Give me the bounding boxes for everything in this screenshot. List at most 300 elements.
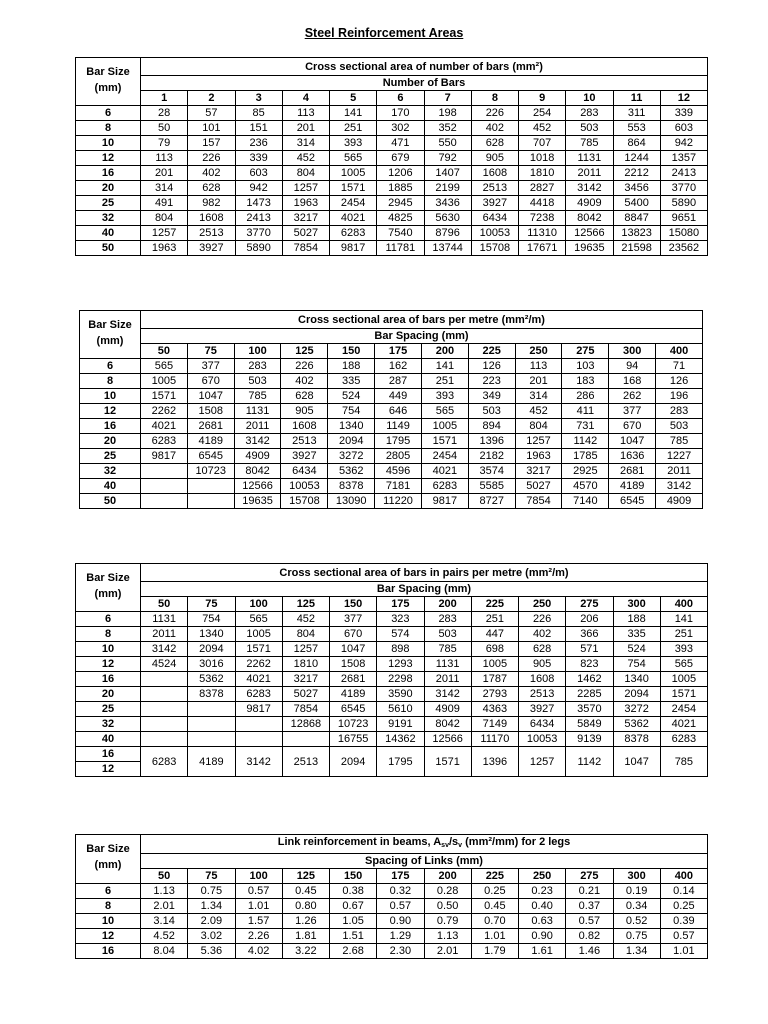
table-row	[76, 884, 708, 899]
column-header: 50	[141, 869, 188, 884]
table-cell: 2094	[330, 747, 377, 777]
table-cell: 12566	[234, 479, 281, 494]
table-cell: 2094	[613, 687, 660, 702]
table-row	[76, 702, 708, 717]
table-cell: 0.90	[377, 914, 424, 929]
table-cell: 201	[515, 374, 562, 389]
table-cell: 113	[282, 106, 329, 121]
column-header: 75	[188, 869, 235, 884]
table-row	[76, 642, 708, 657]
table-cell: 251	[660, 627, 707, 642]
table-cell: 2513	[188, 226, 235, 241]
table-cell: 170	[377, 106, 424, 121]
table-cell: 10723	[330, 717, 377, 732]
table-cell: 2262	[141, 404, 188, 419]
table-cell: 302	[377, 121, 424, 136]
column-header: 250	[519, 869, 566, 884]
table-cell: 1257	[282, 181, 329, 196]
column-header: 75	[187, 344, 234, 359]
table-cell: 3142	[656, 479, 703, 494]
table-cell: 10053	[281, 479, 328, 494]
table-cell: 5027	[282, 687, 329, 702]
table-cell: 6283	[141, 434, 188, 449]
table-cell: 2513	[519, 687, 566, 702]
table-cell: 402	[188, 166, 235, 181]
table-cell: 0.28	[424, 884, 471, 899]
column-header: 100	[235, 869, 282, 884]
table-cell: 942	[660, 136, 707, 151]
table-cell	[188, 702, 235, 717]
table-cell: 2805	[375, 449, 422, 464]
table-cell: 5362	[328, 464, 375, 479]
table-row	[76, 136, 708, 151]
table-cell: 646	[375, 404, 422, 419]
table-cell: 15708	[281, 494, 328, 509]
table-cell: 0.50	[424, 899, 471, 914]
row-label: 6	[76, 884, 141, 899]
table-cell: 0.25	[660, 899, 707, 914]
table-row	[80, 404, 703, 419]
table-cell: 1.29	[377, 929, 424, 944]
table-cell: 452	[282, 151, 329, 166]
table-cell: 5890	[660, 196, 707, 211]
table-cell: 503	[424, 627, 471, 642]
table-cell: 670	[609, 419, 656, 434]
row-label: 10	[76, 914, 141, 929]
table-cell	[141, 672, 188, 687]
table-cell: 402	[281, 374, 328, 389]
column-header: 200	[421, 344, 468, 359]
table-cell: 898	[377, 642, 424, 657]
table-cell: 503	[566, 121, 613, 136]
table-cell: 2.01	[424, 944, 471, 959]
column-header: 12	[660, 91, 707, 106]
table-cell: 1571	[421, 434, 468, 449]
table-cell: 377	[187, 359, 234, 374]
table-cell: 11310	[519, 226, 566, 241]
table-cell: 7854	[282, 702, 329, 717]
row-label: 20	[76, 687, 141, 702]
table-cell: 503	[234, 374, 281, 389]
table-cell: 1005	[330, 166, 377, 181]
column-header: 400	[660, 597, 707, 612]
column-header: 4	[282, 91, 329, 106]
table-cell: 2011	[424, 672, 471, 687]
table-cell: 4524	[141, 657, 188, 672]
table-cell: 1785	[562, 449, 609, 464]
table-cell: 4418	[519, 196, 566, 211]
table-cell: 491	[141, 196, 188, 211]
column-header: 250	[519, 597, 566, 612]
table-row	[80, 434, 703, 449]
row-label: 40	[76, 226, 141, 241]
table-cell: 2011	[566, 166, 613, 181]
table-cell: 6283	[421, 479, 468, 494]
table-cell: 314	[141, 181, 188, 196]
table-cell: 13090	[328, 494, 375, 509]
table-cell: 283	[656, 404, 703, 419]
table-cell: 349	[468, 389, 515, 404]
table-cell: 9817	[235, 702, 282, 717]
column-header: 100	[235, 597, 282, 612]
column-header: 9	[519, 91, 566, 106]
table-cell: 2925	[562, 464, 609, 479]
table-cell: 982	[188, 196, 235, 211]
table-cell: 5027	[282, 226, 329, 241]
column-header: 3	[235, 91, 282, 106]
table-cell: 565	[235, 612, 282, 627]
table-cell: 1047	[330, 642, 377, 657]
column-header: 1	[141, 91, 188, 106]
table-cell: 196	[656, 389, 703, 404]
table-bars-per-metre	[79, 310, 703, 509]
table-cell: 251	[421, 374, 468, 389]
table-cell: 141	[421, 359, 468, 374]
table-cell: 1.05	[330, 914, 377, 929]
column-header: 2	[188, 91, 235, 106]
table-cell: 0.45	[471, 899, 518, 914]
table-cell: 3142	[235, 747, 282, 777]
row-label: 8	[76, 899, 141, 914]
table-cell: 15708	[471, 241, 518, 256]
table-cell: 0.39	[660, 914, 707, 929]
table-cell: 2681	[330, 672, 377, 687]
table-cell: 5400	[613, 196, 660, 211]
table-cell: 2.01	[141, 899, 188, 914]
table-cell: 8042	[424, 717, 471, 732]
table-cell: 162	[375, 359, 422, 374]
table-cell: 7540	[377, 226, 424, 241]
column-header: 275	[562, 344, 609, 359]
table-cell: 10723	[187, 464, 234, 479]
table-cell: 183	[562, 374, 609, 389]
row-label: 8	[76, 627, 141, 642]
table-cell: 2513	[282, 747, 329, 777]
table-cell: 1795	[377, 747, 424, 777]
table-cell: 1131	[234, 404, 281, 419]
table-cell: 226	[188, 151, 235, 166]
table-cell: 565	[141, 359, 188, 374]
row-label: 16	[76, 747, 141, 762]
table-cell: 16755	[330, 732, 377, 747]
table-cell: 524	[328, 389, 375, 404]
column-header: 300	[609, 344, 656, 359]
row-label: 6	[76, 612, 141, 627]
table-cell: 503	[656, 419, 703, 434]
table-cell: 2454	[330, 196, 377, 211]
table-cell: 550	[424, 136, 471, 151]
table-cell: 0.14	[660, 884, 707, 899]
table-cell: 4596	[375, 464, 422, 479]
table-cell: 3927	[281, 449, 328, 464]
table-cell: 905	[519, 657, 566, 672]
table-cell: 4909	[424, 702, 471, 717]
table-cell: 905	[471, 151, 518, 166]
table-cell: 1810	[282, 657, 329, 672]
table-cell: 226	[471, 106, 518, 121]
table-cell: 785	[660, 747, 707, 777]
bar-size-header: Bar Size (mm)	[76, 58, 141, 106]
table-cell: 0.57	[377, 899, 424, 914]
table-cell: 335	[328, 374, 375, 389]
table-cell: 2513	[471, 181, 518, 196]
table-cell: 942	[235, 181, 282, 196]
table-cell	[235, 717, 282, 732]
row-label: 10	[76, 136, 141, 151]
table-cell: 2.26	[235, 929, 282, 944]
table-cell: 4021	[421, 464, 468, 479]
table-cell: 23562	[660, 241, 707, 256]
table-cell: 335	[613, 627, 660, 642]
table-cell: 1.34	[188, 899, 235, 914]
table-row	[80, 419, 703, 434]
table-cell: 5890	[235, 241, 282, 256]
table-row	[76, 717, 708, 732]
table-cell: 28	[141, 106, 188, 121]
table-cell: 603	[660, 121, 707, 136]
table-row	[80, 464, 703, 479]
table-cell: 754	[328, 404, 375, 419]
column-header: 200	[424, 869, 471, 884]
table-cell: 1963	[515, 449, 562, 464]
table-cell: 1340	[328, 419, 375, 434]
table-row	[76, 914, 708, 929]
table-cell: 7149	[471, 717, 518, 732]
table-cell	[141, 464, 188, 479]
table-cell: 7181	[375, 479, 422, 494]
table-cell: 5362	[188, 672, 235, 687]
table-cell	[187, 479, 234, 494]
table-cell: 168	[609, 374, 656, 389]
table-cell: 503	[468, 404, 515, 419]
table-cell: 670	[330, 627, 377, 642]
table-cell: 19635	[566, 241, 613, 256]
table-cell: 1142	[566, 747, 613, 777]
column-header: 250	[515, 344, 562, 359]
table-cell: 7854	[282, 241, 329, 256]
table-subtitle: Spacing of Links (mm)	[141, 854, 708, 869]
table-cell: 8847	[613, 211, 660, 226]
table-cell: 628	[281, 389, 328, 404]
table-cell: 1244	[613, 151, 660, 166]
table-cell: 5610	[377, 702, 424, 717]
table-cell: 7140	[562, 494, 609, 509]
table-cell: 3570	[566, 702, 613, 717]
table-cell: 1149	[375, 419, 422, 434]
table-cell: 1257	[282, 642, 329, 657]
table-row	[76, 166, 708, 181]
table-cell: 2945	[377, 196, 424, 211]
table-cell: 3927	[519, 702, 566, 717]
table-cell: 287	[375, 374, 422, 389]
table-cell: 1.13	[141, 884, 188, 899]
table-cell: 2.30	[377, 944, 424, 959]
table-cell: 707	[519, 136, 566, 151]
column-header-row	[76, 869, 708, 884]
column-header: 175	[375, 344, 422, 359]
table-cell: 0.82	[566, 929, 613, 944]
table-cell: 1206	[377, 166, 424, 181]
table-cell: 1508	[187, 404, 234, 419]
table-cell: 1608	[281, 419, 328, 434]
table-row	[76, 181, 708, 196]
table-cell: 2011	[234, 419, 281, 434]
column-header: 275	[566, 869, 613, 884]
table-cell: 94	[609, 359, 656, 374]
table-cell: 571	[566, 642, 613, 657]
table-cell: 3142	[141, 642, 188, 657]
table-cell: 1608	[188, 211, 235, 226]
table-cell: 1293	[377, 657, 424, 672]
table-cell: 2285	[566, 687, 613, 702]
column-header: 100	[234, 344, 281, 359]
table-cell: 2262	[235, 657, 282, 672]
table-cell: 311	[613, 106, 660, 121]
column-header: 8	[471, 91, 518, 106]
row-label: 16	[76, 166, 141, 181]
row-label: 20	[76, 181, 141, 196]
row-label: 10	[76, 642, 141, 657]
table-bars-pairs-per-metre	[75, 563, 708, 777]
table-cell: 3217	[282, 672, 329, 687]
table-row	[76, 612, 708, 627]
table-cell: 731	[562, 419, 609, 434]
table-cell: 1608	[471, 166, 518, 181]
column-header: 400	[660, 869, 707, 884]
table-cell: 126	[468, 359, 515, 374]
table-cell: 3574	[468, 464, 515, 479]
table-cell: 8042	[566, 211, 613, 226]
table-cell: 1795	[375, 434, 422, 449]
row-label: 12	[76, 762, 141, 777]
table-cell: 141	[660, 612, 707, 627]
table-cell: 1571	[235, 642, 282, 657]
table-cell: 6283	[141, 747, 188, 777]
table-cell: 2413	[235, 211, 282, 226]
table-cell: 3590	[377, 687, 424, 702]
column-header-row	[76, 91, 708, 106]
column-header: 125	[282, 869, 329, 884]
table-cell: 8378	[613, 732, 660, 747]
table-cell: 2011	[656, 464, 703, 479]
table-cell: 679	[377, 151, 424, 166]
table-cell: 126	[656, 374, 703, 389]
row-label: 40	[76, 732, 141, 747]
table-row	[76, 121, 708, 136]
row-label: 12	[80, 404, 141, 419]
table-row	[80, 479, 703, 494]
table-cell: 3770	[235, 226, 282, 241]
table-cell: 3142	[424, 687, 471, 702]
table-cell: 12868	[282, 717, 329, 732]
table-cell: 2199	[424, 181, 471, 196]
row-label: 25	[76, 702, 141, 717]
table-cell	[235, 732, 282, 747]
table-cell: 4021	[660, 717, 707, 732]
table-cell: 393	[660, 642, 707, 657]
table-cell: 6545	[330, 702, 377, 717]
table-cell: 1.01	[660, 944, 707, 959]
table-cell: 377	[609, 404, 656, 419]
table-cell: 1963	[141, 241, 188, 256]
table-cell: 13823	[613, 226, 660, 241]
table-cell: 447	[471, 627, 518, 642]
table-cell: 1005	[235, 627, 282, 642]
table-subtitle: Bar Spacing (mm)	[141, 582, 708, 597]
table-cell: 2413	[660, 166, 707, 181]
table-cell: 57	[188, 106, 235, 121]
table-title: Cross sectional area of number of bars (mm²)	[141, 58, 708, 76]
table-cell: 1257	[515, 434, 562, 449]
table-row	[76, 672, 708, 687]
row-label: 40	[80, 479, 141, 494]
table-cell	[282, 732, 329, 747]
table-cell: 4021	[141, 419, 188, 434]
table-cell: 15080	[660, 226, 707, 241]
table-row	[76, 151, 708, 166]
table-cell: 85	[235, 106, 282, 121]
table-row	[76, 106, 708, 121]
table-cell: 3770	[660, 181, 707, 196]
table-cell: 8796	[424, 226, 471, 241]
row-label: 50	[76, 241, 141, 256]
table-cell	[141, 494, 188, 509]
table-cell: 206	[566, 612, 613, 627]
table-cell: 352	[424, 121, 471, 136]
table-cell: 1257	[519, 747, 566, 777]
table-cell: 3456	[613, 181, 660, 196]
table-cell: 698	[471, 642, 518, 657]
column-header: 300	[613, 869, 660, 884]
table-cell: 1508	[330, 657, 377, 672]
table-cell: 3217	[282, 211, 329, 226]
table-cell: 7854	[515, 494, 562, 509]
table-cell: 785	[656, 434, 703, 449]
row-label: 8	[76, 121, 141, 136]
row-label: 12	[76, 657, 141, 672]
table-cell: 4189	[609, 479, 656, 494]
table-cell: 1005	[471, 657, 518, 672]
table-cell: 1131	[141, 612, 188, 627]
column-header: 150	[330, 869, 377, 884]
table-cell: 449	[375, 389, 422, 404]
table-cell: 1047	[613, 747, 660, 777]
table-cell: 670	[187, 374, 234, 389]
row-label: 25	[80, 449, 141, 464]
table-cell: 1571	[660, 687, 707, 702]
table-cell: 0.37	[566, 899, 613, 914]
row-label: 50	[80, 494, 141, 509]
table-cell: 785	[566, 136, 613, 151]
row-label: 16	[76, 672, 141, 687]
table-cell: 1257	[141, 226, 188, 241]
table-cell: 157	[188, 136, 235, 151]
table-cell: 1636	[609, 449, 656, 464]
table-cell: 9817	[421, 494, 468, 509]
table-cell: 8.04	[141, 944, 188, 959]
table-cell: 9817	[330, 241, 377, 256]
table-cell: 2.68	[330, 944, 377, 959]
row-label: 32	[76, 717, 141, 732]
table-cell: 0.38	[330, 884, 377, 899]
table-cell: 10053	[471, 226, 518, 241]
table-cell: 894	[468, 419, 515, 434]
table-cell: 628	[471, 136, 518, 151]
table-cell: 1396	[471, 747, 518, 777]
table-cell: 3436	[424, 196, 471, 211]
table-cell: 113	[141, 151, 188, 166]
table-cell: 0.32	[377, 884, 424, 899]
